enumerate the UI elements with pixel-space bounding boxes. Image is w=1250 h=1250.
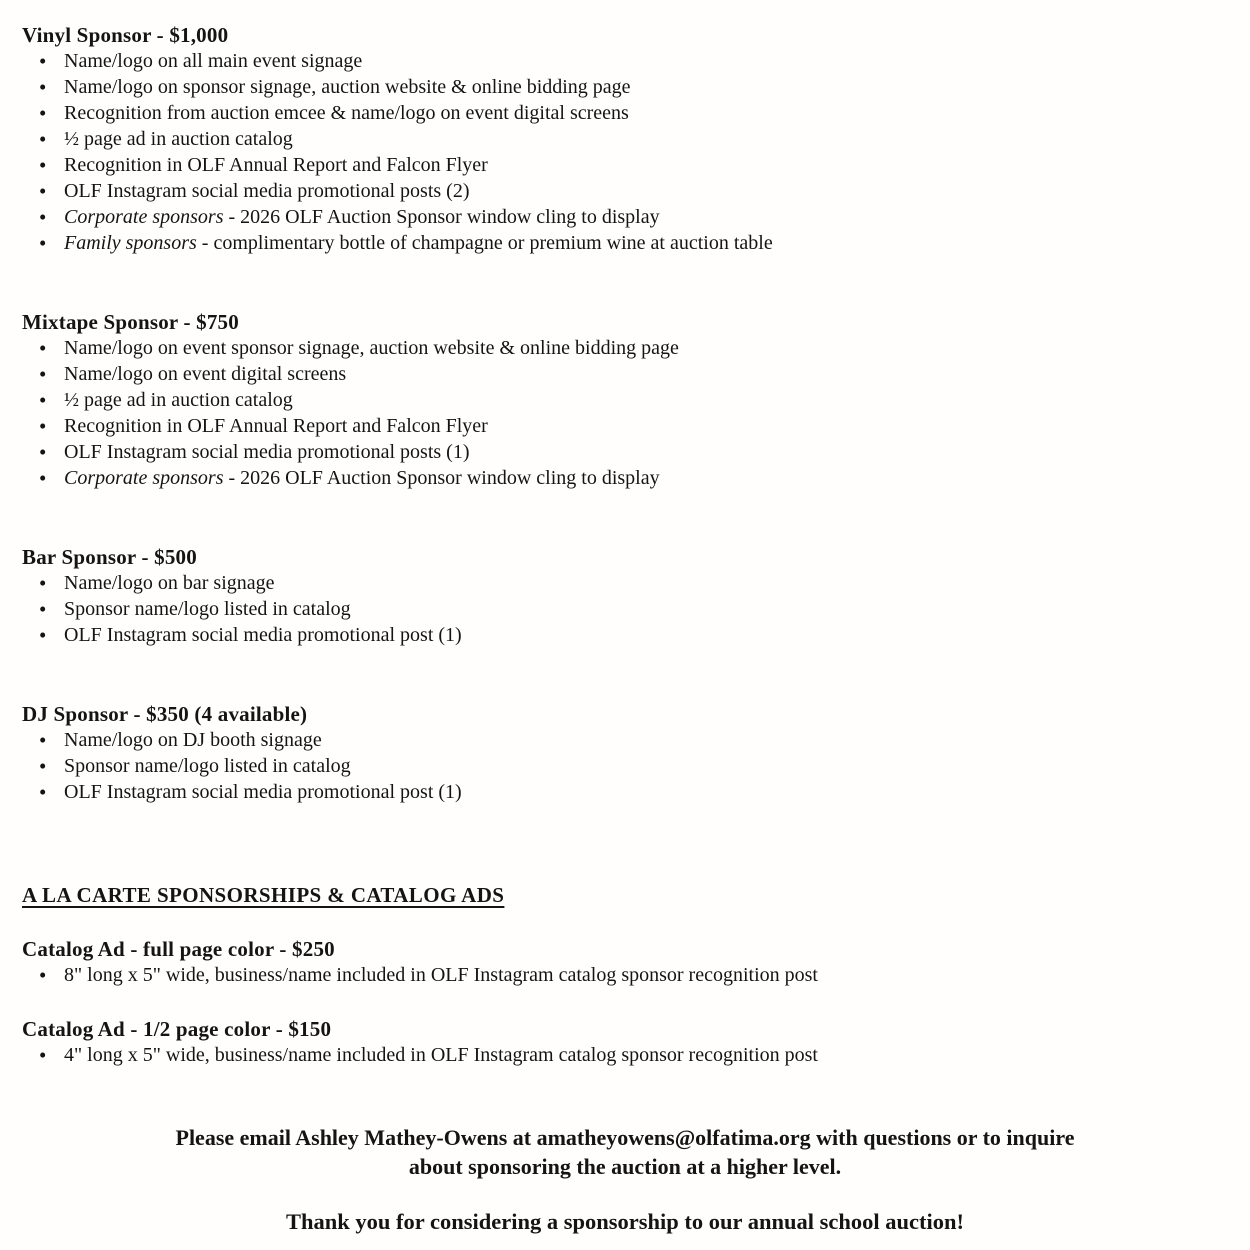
benefit-item <box>22 361 1228 387</box>
benefit-item <box>22 204 1228 230</box>
benefit-text: OLF Instagram social media promotional post (1) <box>64 781 462 803</box>
benefit-item <box>22 753 1228 779</box>
benefit-item <box>22 230 1228 256</box>
benefit-item <box>22 962 1228 988</box>
benefit-item <box>22 1042 1228 1068</box>
sponsor-tiers-content <box>0 22 1250 1068</box>
benefit-text: Sponsor name/logo listed in catalog <box>64 598 351 620</box>
benefit-text: Name/logo on event sponsor signage, auction website & online bidding page <box>64 337 679 359</box>
benefit-text: OLF Instagram social media promotional posts (1) <box>64 441 470 463</box>
benefit-text: - complimentary bottle of champagne or premium wine at auction table <box>196 232 773 254</box>
section-catalog-ad-full-page <box>22 936 1228 988</box>
benefit-text: Name/logo on DJ booth signage <box>64 729 322 751</box>
benefit-item <box>22 413 1228 439</box>
benefit-text: OLF Instagram social media promotional post (1) <box>64 624 462 646</box>
benefit-emphasis: Corporate sponsors <box>64 206 224 228</box>
benefits-list-dj <box>22 727 1228 805</box>
footer-contact-line1: Please email Ashley Mathey-Owens at amatheyowens@olfatima.org with questions or to inquire <box>175 1125 1075 1150</box>
tier-heading-vinyl: Vinyl Sponsor - $1,000 <box>22 23 229 47</box>
tier-heading-bar: Bar Sponsor - $500 <box>22 545 197 569</box>
benefit-item <box>22 48 1228 74</box>
benefit-emphasis: Corporate sponsors <box>64 467 224 489</box>
footer-contact-line2: about sponsoring the auction at a higher level. <box>408 1154 842 1179</box>
benefit-text: Sponsor name/logo listed in catalog <box>64 755 351 777</box>
benefit-item <box>22 152 1228 178</box>
benefit-text: OLF Instagram social media promotional posts (2) <box>64 180 470 202</box>
benefit-item <box>22 465 1228 491</box>
benefit-text: Name/logo on bar signage <box>64 572 275 594</box>
benefits-list-mixtape <box>22 335 1228 491</box>
benefit-item <box>22 439 1228 465</box>
benefit-text: Name/logo on sponsor signage, auction website & online bidding page <box>64 76 631 98</box>
section-vinyl-sponsor <box>22 22 1228 256</box>
benefit-text: Recognition in OLF Annual Report and Falcon Flyer <box>64 154 488 176</box>
alacarte-heading: A LA CARTE SPONSORSHIPS & CATALOG ADS <box>22 883 505 907</box>
benefit-text: 4" long x 5" wide, business/name included in OLF Instagram catalog sponsor recognition post <box>64 1044 818 1066</box>
catalog-ad-detail-list <box>22 1042 1228 1068</box>
benefit-item <box>22 126 1228 152</box>
benefit-text: Recognition in OLF Annual Report and Falcon Flyer <box>64 415 488 437</box>
catalog-ad-heading-half: Catalog Ad - 1/2 page color - $150 <box>22 1017 332 1041</box>
benefit-item <box>22 727 1228 753</box>
section-catalog-ad-half-page <box>22 1016 1228 1068</box>
benefit-item <box>22 570 1228 596</box>
benefit-item <box>22 596 1228 622</box>
catalog-ad-detail-list <box>22 962 1228 988</box>
footer-contact-note <box>0 1123 1250 1181</box>
benefit-item <box>22 622 1228 648</box>
benefit-text: 8" long x 5" wide, business/name included in OLF Instagram catalog sponsor recognition post <box>64 964 818 986</box>
benefit-text: Name/logo on event digital screens <box>64 363 347 385</box>
benefit-text: - 2026 OLF Auction Sponsor window cling to display <box>223 467 660 489</box>
tier-heading-mixtape: Mixtape Sponsor - $750 <box>22 310 239 334</box>
section-dj-sponsor <box>22 701 1228 805</box>
benefit-text: - 2026 OLF Auction Sponsor window cling to display <box>223 206 660 228</box>
benefit-text: Recognition from auction emcee & name/logo on event digital screens <box>64 102 629 124</box>
catalog-ad-heading-full: Catalog Ad - full page color - $250 <box>22 937 335 961</box>
benefit-item <box>22 74 1228 100</box>
benefit-item <box>22 387 1228 413</box>
benefit-item <box>22 178 1228 204</box>
benefit-item <box>22 100 1228 126</box>
benefits-list-vinyl <box>22 48 1228 256</box>
footer-thank-you: Thank you for considering a sponsorship to our annual school auction! <box>285 1209 965 1234</box>
benefit-emphasis: Family sponsors <box>64 232 197 254</box>
section-bar-sponsor <box>22 544 1228 648</box>
benefit-text: ½ page ad in auction catalog <box>64 389 293 411</box>
benefits-list-bar <box>22 570 1228 648</box>
benefit-item <box>22 779 1228 805</box>
benefit-text: ½ page ad in auction catalog <box>64 128 293 150</box>
section-mixtape-sponsor <box>22 309 1228 491</box>
benefit-text: Name/logo on all main event signage <box>64 50 363 72</box>
benefit-item <box>22 335 1228 361</box>
tier-heading-dj: DJ Sponsor - $350 (4 available) <box>22 702 308 726</box>
